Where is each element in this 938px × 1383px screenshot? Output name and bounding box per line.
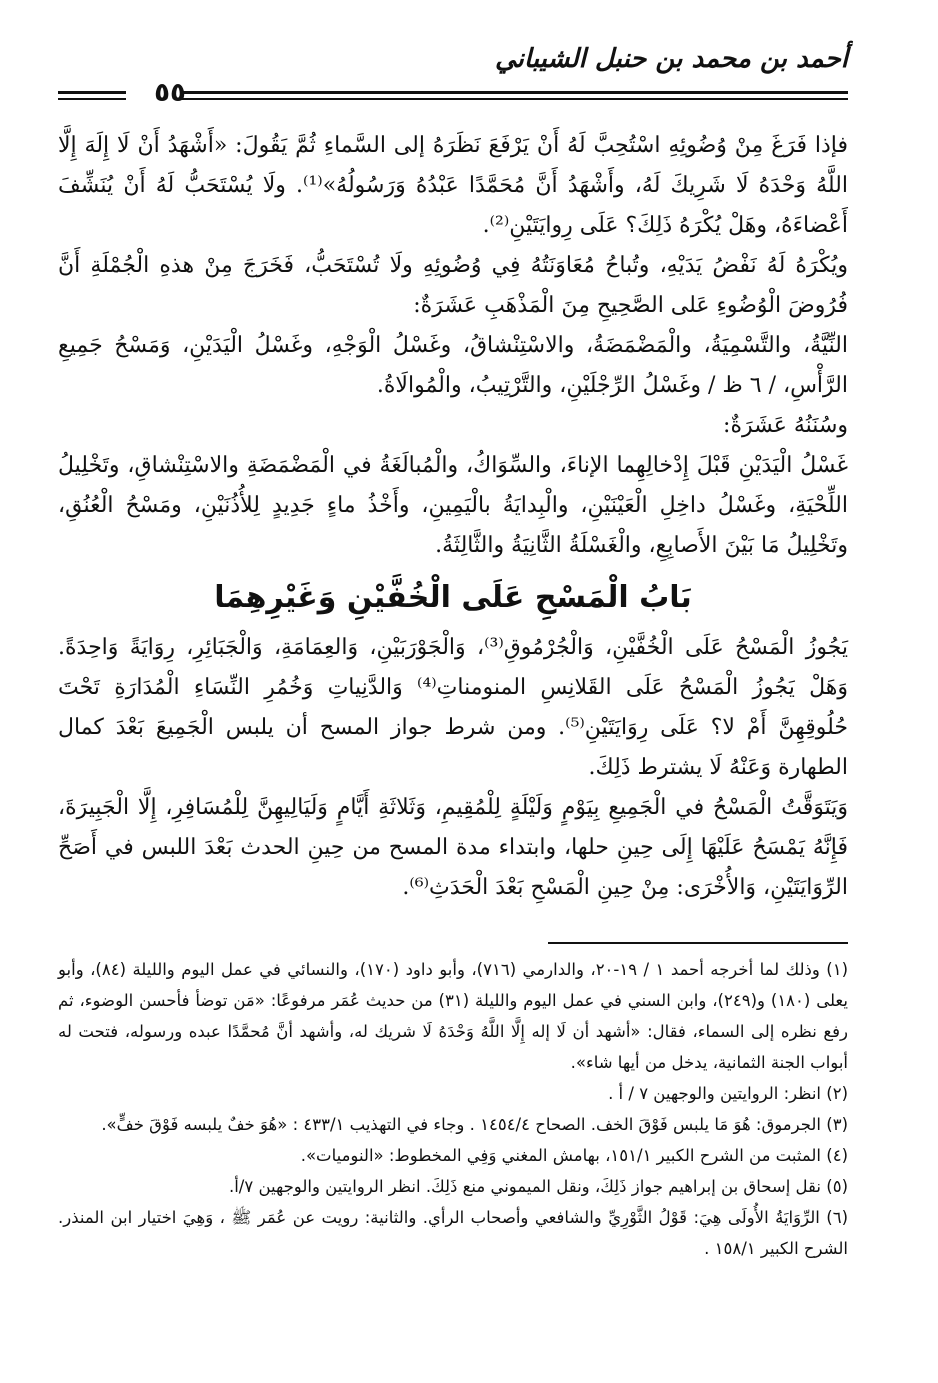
footnote: (٣) الجرموق: هُوَ مَا يلبس فَوْقَ الخف. الصحاح ١٤٥٤/٤ . وجاء في التهذيب ٤٣٣/١ : «هُوَ خفٌ يلبسه فَوْقَ خفٍّ». <box>101 1115 848 1134</box>
footnotes <box>58 954 848 1264</box>
paragraph: فإذا فَرَغَ مِنْ وُضُوئِهِ اسْتُحِبَّ لَهُ أَنْ يَرْفَعَ نَظَرَهُ إلى السَّماءِ ثُمَّ يَقُولَ: «أَشْهَدُ أَنْ لَا إِلَهَ إِلَّا اللَّهُ وَحْدَهُ لَا شَرِيكَ لَهُ، وأَشْهَدُ أَنَّ مُحَمَّدًا عَبْدُهُ وَرَسُولُهُ»⁽¹⁾. ولَا يُسْتَحَبُّ لَهُ أَنْ يُنَشِّفَ أَعْضاءَهُ، وهَلْ يُكْرَهُ ذَلِكَ؟ عَلَى رِوايَتَيْنِ⁽²⁾. <box>58 133 848 238</box>
page-header <box>58 44 848 106</box>
footnote: (٢) انظر: الروايتين والوجهين ٧ / أ . <box>608 1084 848 1103</box>
paragraph: وسُنَنُهُ عَشَرَةٌ: <box>723 413 848 438</box>
header-rule-short <box>58 91 126 100</box>
main-text <box>58 126 848 908</box>
header-rule <box>180 91 848 100</box>
section-heading: بَابُ الْمَسْحِ عَلَى الْخُفَّيْنِ وَغَيْرِهِمَا <box>214 580 692 615</box>
paragraph: يَجُوزُ الْمَسْحُ عَلَى الْخُفَّيْنِ، وَالْجُرْمُوقِ⁽³⁾، وَالْجَوْرَبَيْنِ، وَالعِمَامَةِ، وَالْجَبَائِرِ، رِوَايَةً وَاحِدَةً. وَهَلْ يَجُوزُ الْمَسْحُ عَلَى القَلانِسِ المنومناتِ⁽⁴⁾ وَالدَّنِياتِ وَخُمُرِ النِّسَاءِ الْمُدَارَةِ تَحْتَ حُلُوقِهِنَّ أَمْ لا؟ عَلَى رِوَايَتَيْنِ⁽⁵⁾. ومن شرط جواز المسح أن يلبس الْجَمِيعَ بَعْدَ كمال الطهارة وَعَنْهُ لَا يشترط ذَلِكَ. <box>58 635 849 780</box>
footnote-divider <box>548 942 848 944</box>
paragraph: وَيَتَوَقَّتُ الْمَسْحُ في الْجَمِيعِ بِيَوْمٍ وَلَيْلَةٍ لِلْمُقِيمِ، وَثَلاثَةِ أَيَّامٍ وَلَيَالِيهِنَّ لِلْمُسَافِرِ، إِلَّا الْجَبِيرَةَ، فَإِنَّهُ يَمْسَحُ عَلَيْهَا إِلَى حِينِ حلها، وابتداء مدة المسح من حِينِ الحدث بَعْدَ اللبس في أَصَحِّ الرِّوَايَتَيْنِ، وَالأُخْرَى: مِنْ حِينِ الْمَسْحِ بَعْدَ الْحَدَثِ⁽⁶⁾. <box>58 795 848 900</box>
book-page <box>58 44 848 1344</box>
footnote: (٥) نقل إسحاق بن إبراهيم جواز ذَلِكَ، ونقل الميموني منع ذَلِكَ. انظر الروايتين والوجهين ٧/أ. <box>228 1177 848 1196</box>
paragraph: غَسْلُ الْيَدَيْنِ قَبْلَ إِدْخالِهِما الإناءَ، والسِّوَاكُ، والْمُبالَغَةُ في الْمَضْمَضَةِ والاسْتِنْشاقِ، وتَخْلِيلُ اللِّحْيَةِ، وغَسْلُ داخِلِ الْعَيْنَيْنِ، والْبِدايَةُ بالْيَمِينِ، وأَخْذُ ماءٍ جَدِيدٍ لِلأُذُنَيْنِ، ومَسْحُ الْعُنُقِ، وتَخْلِيلُ مَا بَيْنَ الأَصابِعِ، والْغَسْلَةُ الثَّانِيَةُ والثَّالِثَةُ. <box>58 453 848 558</box>
paragraph: النِّيَّةُ، والتَّسْمِيَةُ، والْمَضْمَضَةُ، والاسْتِنْشاقُ، وغَسْلُ الْوَجْهِ، وغَسْلُ الْيَدَيْنِ، وَمَسْحُ جَمِيعِ الرَّأْسِ، / ٦ ظ / وغَسْلُ الرِّجْلَيْنِ، والتَّرْتِيبُ، والْمُوالَاةُ. <box>58 333 848 398</box>
running-title: أحمد بن محمد بن حنبل الشيباني <box>495 44 848 74</box>
page-number: ٥٥ <box>154 78 186 108</box>
footnote: (٤) المثبت من الشرح الكبير ١٥١/١، بهامش المغني وَفِي المخطوط: «النوميات». <box>300 1146 848 1165</box>
footnote: (١) وذلك لما أخرجه أحمد ١ / ١٩-٢٠، والدارمي (٧١٦)، وأبو داود (١٧٠)، والنسائي في عمل اليوم والليلة (٨٤)، وأبو يعلى (١٨٠) و(٢٤٩)، وابن السني في عمل اليوم والليلة (٣١) من حديث عُمَر مرفوعًا: «مَن توضأ فأحسن الوضوء، ثم رفع نظره إلى السماء، فقال: «أشهد أن لَا إله إِلَّا اللَّهُ وَحْدَهُ لَا شريك له، وأشهد أنَّ مُحمَّدًا عبده ورسوله، فتحت له أبواب الجنة الثمانية، يدخل من أيها شاء». <box>58 960 849 1072</box>
footnote: (٦) الرِّوَايَةُ الأُولَى هِيَ: قَوْلُ الثَّوْرِيِّ والشافعي وأصحاب الرأي. والثانية: رويت عن عُمَر ﷺ ، وَهِيَ اختيار ابن المنذر. الشرح الكبير ١٥٨/١ . <box>58 1208 848 1258</box>
paragraph: ويُكْرَهُ لَهُ نَفْضُ يَدَيْهِ، وتُباحُ مُعَاوَنَتُهُ فِي وُضُوئِهِ ولَا تُسْتَحَبُّ، فَخَرَجَ مِنْ هذهِ الْجُمْلَةِ أَنَّ فُرُوضَ الْوُضُوءِ عَلى الصَّحِيحِ مِنَ الْمَذْهَبِ عَشَرَةٌ: <box>58 253 848 318</box>
